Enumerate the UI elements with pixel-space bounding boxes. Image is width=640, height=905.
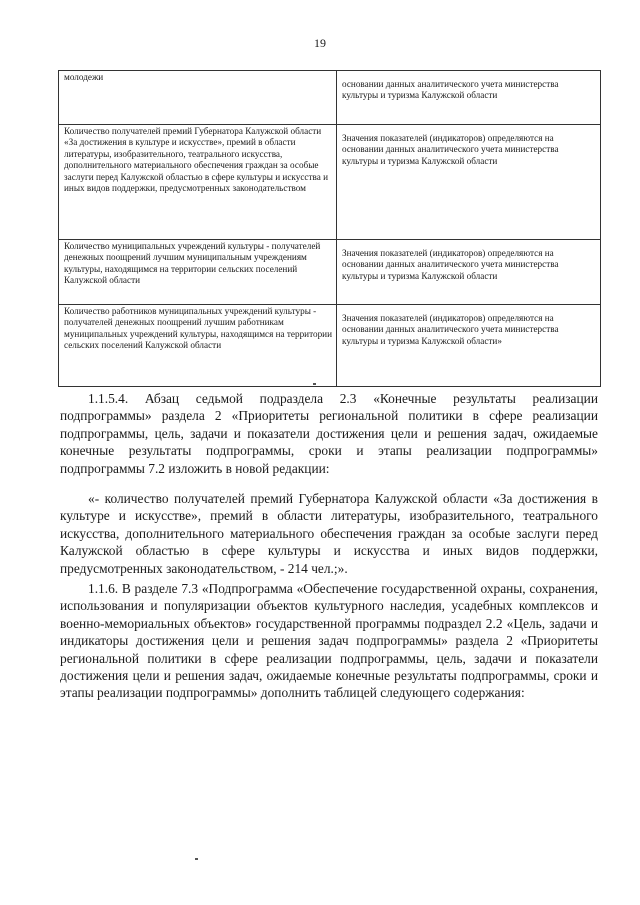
indicator-cell: Количество получателей премий Губернатора Калужской области «За достижения в культуре и искусстве», премий в области литературы, изобразительного, театрального искусства, дополнительного материального обеспечения граждан за особые заслуги перед Калужской областью в сфере культуры и искусства и иных видов поддержки, предусмотренных законодательством <box>59 125 337 240</box>
scan-speck <box>195 858 198 860</box>
note-cell: Значения показателей (индикаторов) определяются на основании данных аналитического учета министерства культуры и туризма Калужской области <box>337 125 601 240</box>
scan-speck <box>313 383 316 385</box>
table-row <box>59 240 601 305</box>
table-row <box>59 71 601 125</box>
paragraph-text: 1.1.6. В разделе 7.3 «Подпрограмма «Обеспечение государственной охраны, сохранения, использования и популяризации объектов культурного наследия, усадебных комплексов и военно-мемориальных объектов» государственной программы подраздел 2.2 «Цель, задачи и индикаторы достижения цели и решения задач подпрограммы» раздела 2 «Приоритеты региональной политики в сфере реализации подпрограммы, цель, задачи и показатели достижения цели и решения задач, ожидаемые конечные результаты подпрограммы, сроки и этапы реализации подпрограммы» дополнить таблицей следующего содержания: <box>60 581 598 701</box>
table-row <box>59 125 601 240</box>
indicator-cell: молодежи <box>59 71 337 125</box>
paragraph-text: «- количество получателей премий Губернатора Калужской области «За достижения в культуре и искусстве», премий в области литературы, изобразительного, театрального искусства, дополнительного материального обеспечения граждан за особые заслуги перед Калужской областью в сфере культуры и искусства и иных видов поддержки, предусмотренных законодательством, - 214 чел.;». <box>60 491 598 576</box>
indicator-cell: Количество муниципальных учреждений культуры - получателей денежных поощрений лучшим муниципальным учреждениям культуры, находящимся на территории сельских поселений Калужской области <box>59 240 337 305</box>
page-number: 19 <box>314 36 326 50</box>
indicators-table <box>58 70 601 387</box>
paragraph-1-1-5-4 <box>60 390 598 477</box>
paragraph-1-1-6 <box>60 580 598 702</box>
indicator-cell: Количество работников муниципальных учреждений культуры - получателей денежных поощрений лучшим работникам муниципальных учреждений культуры, находящимся на территории сельских поселений Калужской области <box>59 305 337 387</box>
note-cell: основании данных аналитического учета министерства культуры и туризма Калужской области <box>337 71 601 125</box>
note-cell: Значения показателей (индикаторов) определяются на основании данных аналитического учета министерства культуры и туризма Калужской области <box>337 240 601 305</box>
paragraph-quote <box>60 490 598 577</box>
table-row <box>59 305 601 387</box>
paragraph-text: 1.1.5.4. Абзац седьмой подраздела 2.3 «Конечные результаты реализации подпрограммы» раздела 2 «Приоритеты региональной политики в сфере реализации подпрограммы, цель, задачи и показатели достижения цели и решения задач, ожидаемые конечные результаты подпрограммы, сроки и этапы реализации подпрограммы» подпрограммы 7.2 изложить в новой редакции: <box>60 391 598 476</box>
note-cell: Значения показателей (индикаторов) определяются на основании данных аналитического учета министерства культуры и туризма Калужской области» <box>337 305 601 387</box>
